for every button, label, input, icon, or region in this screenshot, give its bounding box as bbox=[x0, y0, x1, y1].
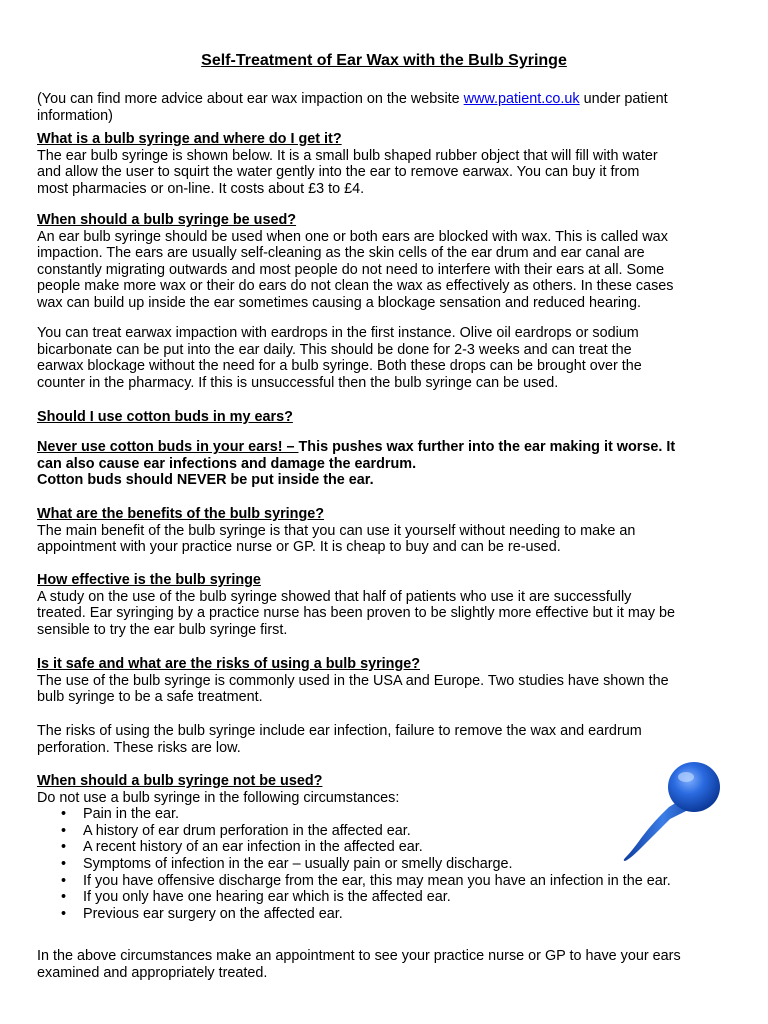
list-item: • Previous ear surgery on the affected ear. bbox=[61, 905, 343, 922]
paragraph-line: people make more wax or their do ears do not clean the wax as effectively as others. In these cases bbox=[37, 278, 674, 295]
section-safe bbox=[37, 656, 737, 706]
paragraph-line: bicarbonate can be put into the ear daily. This should be done for 2-3 weeks and can treat the bbox=[37, 341, 632, 358]
document-title: Self-Treatment of Ear Wax with the Bulb Syringe bbox=[201, 52, 567, 69]
section-benefits bbox=[37, 506, 737, 556]
list-item: • If you have offensive discharge from the ear, this may mean you have an infection in the ear. bbox=[61, 872, 671, 889]
bulb-syringe-icon bbox=[614, 757, 724, 863]
list-item: • If you only have one hearing ear which is the affected ear. bbox=[61, 889, 451, 906]
paragraph-line: appointment with your practice nurse or GP. It is cheap to buy and can be re-used. bbox=[37, 539, 561, 556]
list-item: • Symptoms of infection in the ear – usually pain or smelly discharge. bbox=[61, 855, 513, 872]
bullet-icon: • bbox=[61, 806, 67, 823]
paragraph-line: counter in the pharmacy. If this is unsuccessful then the bulb syringe can be used. bbox=[37, 374, 559, 391]
paragraph-line: Do not use a bulb syringe in the following circumstances: bbox=[37, 789, 400, 806]
warning-line: can also cause ear infections and damage the eardrum. bbox=[37, 455, 417, 472]
paragraph-line: You can treat earwax impaction with eardrops in the first instance. Olive oil eardrops or sodium bbox=[37, 325, 639, 341]
section-when-treatment bbox=[37, 325, 737, 391]
paragraph-line: impaction. The ears are usually self-cleaning as the skin cells of the ear drum and ear canal are bbox=[37, 245, 645, 262]
bullet-icon: • bbox=[61, 905, 67, 922]
paragraph-line: A study on the use of the bulb syringe showed that half of patients who use it are successfully bbox=[37, 588, 632, 605]
bullet-icon: • bbox=[61, 839, 67, 856]
warning-line: Cotton buds should NEVER be put inside the ear. bbox=[37, 472, 374, 489]
paragraph-line: An ear bulb syringe should be used when one or both ears are blocked with wax. This is called wax bbox=[37, 228, 668, 245]
paragraph-line: The use of the bulb syringe is commonly used in the USA and Europe. Two studies have shown the bbox=[37, 672, 669, 689]
paragraph-line: perforation. These risks are low. bbox=[37, 739, 241, 756]
section-heading: What is a bulb syringe and where do I get it? bbox=[37, 131, 342, 147]
bullet-icon: • bbox=[61, 872, 67, 889]
paragraph-line: The risks of using the bulb syringe include ear infection, failure to remove the wax and eardrum bbox=[37, 723, 642, 739]
intro-text: (You can find more advice about ear wax impaction on the website bbox=[37, 91, 464, 107]
paragraph-line: and allow the user to squirt the water gently into the ear to remove earwax. You can buy it from bbox=[37, 164, 640, 181]
paragraph-line: sensible to try the ear bulb syringe first. bbox=[37, 621, 288, 638]
paragraph-line: earwax blockage without the need for a bulb syringe. Both these drops can be brought over the bbox=[37, 358, 642, 375]
paragraph-line: examined and appropriately treated. bbox=[37, 964, 268, 981]
paragraph-line: The main benefit of the bulb syringe is that you can use it yourself without needing to make an bbox=[37, 522, 636, 539]
section-heading: When should a bulb syringe not be used? bbox=[37, 773, 323, 789]
patient-website-link[interactable]: www.patient.co.uk bbox=[463, 91, 580, 107]
cotton-warning bbox=[37, 439, 737, 489]
paragraph-line: treated. Ear syringing by a practice nurse has been proven to be slightly more effective but it may be bbox=[37, 605, 676, 622]
paragraph-line: most pharmacies or on-line. It costs about £3 to £4. bbox=[37, 180, 365, 197]
paragraph-line: wax can build up inside the ear sometimes causing a blockage sensation and reduced hearing. bbox=[37, 294, 641, 311]
section-safe-risks bbox=[37, 723, 737, 756]
section-what bbox=[37, 131, 737, 197]
section-heading: How effective is the bulb syringe bbox=[37, 572, 261, 588]
section-heading: Should I use cotton buds in my ears? bbox=[37, 409, 293, 425]
intro-text-line2: information) bbox=[37, 107, 113, 124]
section-heading: Is it safe and what are the risks of using a bulb syringe? bbox=[37, 656, 421, 672]
warning-underlined: Never use cotton buds in your ears! – bbox=[37, 439, 299, 455]
bullet-icon: • bbox=[61, 822, 67, 839]
warning-text: This pushes wax further into the ear making it worse. It bbox=[298, 439, 676, 455]
intro-text-after: under patient bbox=[579, 91, 668, 107]
paragraph-line: The ear bulb syringe is shown below. It is a small bulb shaped rubber object that will fill with water bbox=[37, 147, 658, 164]
paragraph-line: constantly migrating outwards and most people do not need to interfere with their ears at all. Some bbox=[37, 261, 665, 278]
intro-paragraph bbox=[37, 91, 737, 124]
section-cotton bbox=[37, 409, 737, 426]
section-heading: When should a bulb syringe be used? bbox=[37, 212, 297, 228]
section-when bbox=[37, 212, 737, 312]
section-effective bbox=[37, 572, 737, 638]
paragraph-line: In the above circumstances make an appointment to see your practice nurse or GP to have your ears bbox=[37, 948, 681, 964]
list-item: • A history of ear drum perforation in the affected ear. bbox=[61, 822, 411, 839]
bullet-icon: • bbox=[61, 855, 67, 872]
section-heading: What are the benefits of the bulb syringe? bbox=[37, 506, 325, 522]
bullet-icon: • bbox=[61, 889, 67, 906]
paragraph-line: bulb syringe to be a safe treatment. bbox=[37, 689, 263, 706]
list-item: • Pain in the ear. bbox=[61, 806, 180, 823]
list-item: • A recent history of an ear infection in the affected ear. bbox=[61, 839, 423, 856]
closing-paragraph bbox=[37, 948, 737, 981]
